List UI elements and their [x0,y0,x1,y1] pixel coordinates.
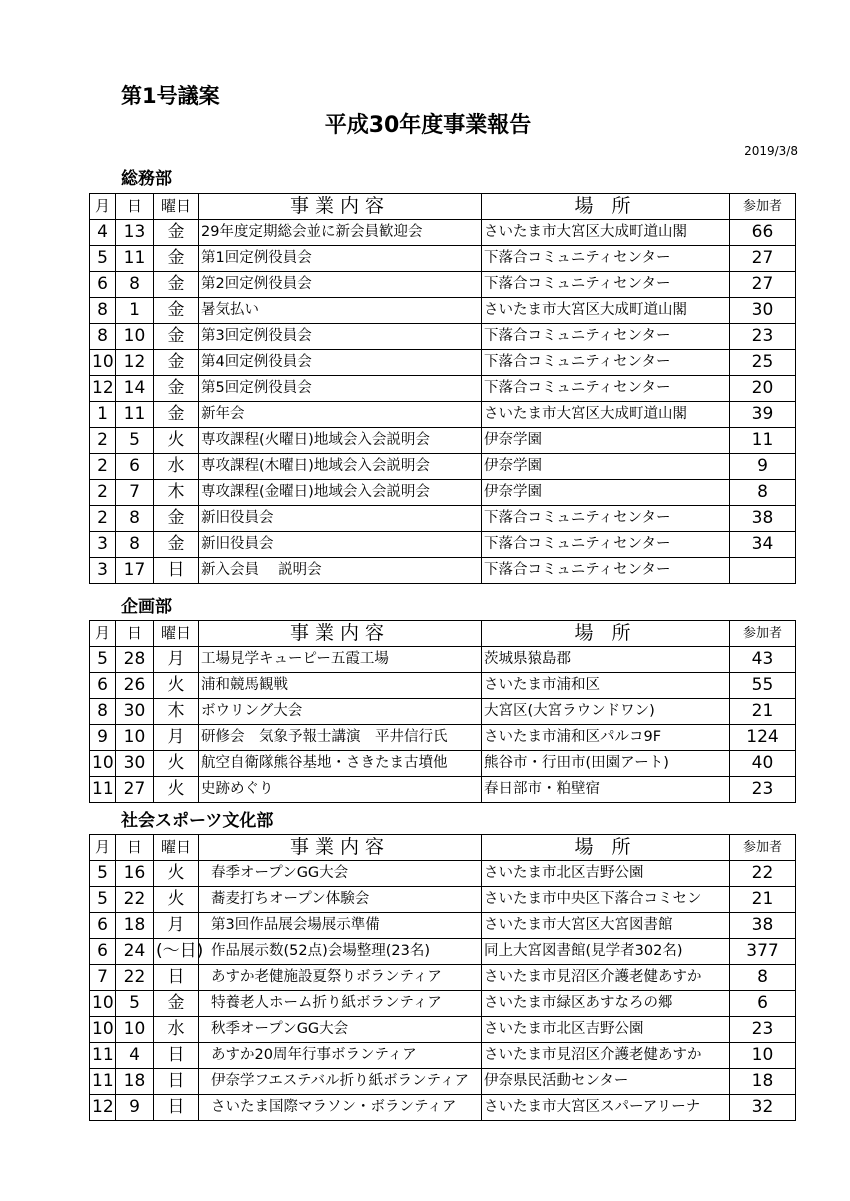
weekday-cell: 火 [154,673,199,699]
month-cell: 2 [90,428,116,454]
month-cell: 4 [90,220,116,246]
month-cell: 6 [90,272,116,298]
day-cell: 11 [116,246,154,272]
month-cell: 12 [90,376,116,402]
weekday-cell: 火 [154,861,199,887]
table-row [90,324,796,350]
weekday-cell: 火 [154,751,199,777]
content-cell: 暑気払い [199,298,482,324]
col-content: 事業内容 [199,835,482,861]
weekday-cell: 金 [154,246,199,272]
table-row [90,298,796,324]
section-heading-planning: 企画部 [121,597,172,617]
content-cell: 29年度定期総会並に新会員歓迎会 [199,220,482,246]
col-place: 場 所 [482,621,730,647]
attendees-cell: 39 [730,402,796,428]
day-cell: 5 [116,991,154,1017]
table-row [90,777,796,803]
day-cell: 18 [116,1069,154,1095]
col-month: 月 [90,621,116,647]
content-cell: 第1回定例役員会 [199,246,482,272]
month-cell: 11 [90,1069,116,1095]
place-cell: さいたま市見沼区介護老健あすか [482,1043,730,1069]
table-row [90,272,796,298]
place-cell: 大宮区(大宮ラウンドワン) [482,699,730,725]
col-weekday: 曜日 [154,835,199,861]
weekday-cell: 日 [154,1043,199,1069]
month-cell: 7 [90,965,116,991]
day-cell: 30 [116,751,154,777]
weekday-cell: (～日) [154,939,199,965]
month-cell: 2 [90,480,116,506]
month-cell: 6 [90,913,116,939]
table-header-row [90,194,796,220]
table-row [90,965,796,991]
table-row [90,861,796,887]
content-cell: 新年会 [199,402,482,428]
content-cell: 専攻課程(金曜日)地域会入会説明会 [199,480,482,506]
attendees-cell: 6 [730,991,796,1017]
place-cell: さいたま市大宮区大宮図書館 [482,913,730,939]
col-content: 事業内容 [199,194,482,220]
place-cell: 下落合コミュニティセンター [482,506,730,532]
table-row [90,532,796,558]
weekday-cell: 金 [154,220,199,246]
table-row [90,673,796,699]
col-day: 日 [116,194,154,220]
col-attendees: 参加者 [730,194,796,220]
month-cell: 11 [90,1043,116,1069]
attendees-cell: 8 [730,965,796,991]
weekday-cell: 金 [154,376,199,402]
day-cell: 7 [116,480,154,506]
day-cell: 28 [116,647,154,673]
place-cell: さいたま市大宮区大成町道山閣 [482,402,730,428]
col-place: 場 所 [482,835,730,861]
content-cell: 工場見学キューピー五霞工場 [199,647,482,673]
month-cell: 2 [90,454,116,480]
weekday-cell: 金 [154,350,199,376]
content-cell: 専攻課程(火曜日)地域会入会説明会 [199,428,482,454]
content-cell: 浦和競馬観戦 [199,673,482,699]
content-cell: ボウリング大会 [199,699,482,725]
attendees-cell: 21 [730,699,796,725]
table-row [90,558,796,584]
month-cell: 6 [90,673,116,699]
weekday-cell: 日 [154,558,199,584]
place-cell: 下落合コミュニティセンター [482,246,730,272]
attendees-cell: 27 [730,272,796,298]
month-cell: 3 [90,532,116,558]
weekday-cell: 金 [154,402,199,428]
attendees-cell: 25 [730,350,796,376]
table-row [90,1069,796,1095]
col-attendees: 参加者 [730,621,796,647]
content-cell: 新入会員 説明会 [199,558,482,584]
weekday-cell: 日 [154,1095,199,1121]
attendees-cell: 124 [730,725,796,751]
report-date: 2019/3/8 [744,144,798,158]
attendees-cell: 38 [730,913,796,939]
place-cell: 下落合コミュニティセンター [482,272,730,298]
place-cell: 伊奈学園 [482,454,730,480]
day-cell: 18 [116,913,154,939]
table-row [90,991,796,1017]
month-cell: 10 [90,1017,116,1043]
table-row [90,1043,796,1069]
attendees-cell: 11 [730,428,796,454]
day-cell: 6 [116,454,154,480]
col-month: 月 [90,194,116,220]
table-row [90,246,796,272]
weekday-cell: 水 [154,1017,199,1043]
content-cell: 専攻課程(木曜日)地域会入会説明会 [199,454,482,480]
day-cell: 11 [116,402,154,428]
month-cell: 5 [90,246,116,272]
day-cell: 1 [116,298,154,324]
table-row [90,480,796,506]
attendees-cell: 32 [730,1095,796,1121]
month-cell: 10 [90,350,116,376]
col-attendees: 参加者 [730,835,796,861]
weekday-cell: 金 [154,506,199,532]
weekday-cell: 金 [154,991,199,1017]
weekday-cell: 月 [154,647,199,673]
day-cell: 5 [116,428,154,454]
content-cell: 秋季オープンGG大会 [199,1017,482,1043]
col-day: 日 [116,621,154,647]
table-row [90,647,796,673]
attendees-cell: 55 [730,673,796,699]
attendees-cell: 38 [730,506,796,532]
table-row [90,1095,796,1121]
weekday-cell: 金 [154,298,199,324]
day-cell: 8 [116,532,154,558]
content-cell: あすか老健施設夏祭りボランティア [199,965,482,991]
content-cell: 研修会 気象予報士講演 平井信行氏 [199,725,482,751]
col-content: 事業内容 [199,621,482,647]
place-cell: さいたま市緑区あすなろの郷 [482,991,730,1017]
content-cell: 第5回定例役員会 [199,376,482,402]
attendees-cell: 30 [730,298,796,324]
weekday-cell: 火 [154,777,199,803]
place-cell: さいたま市浦和区 [482,673,730,699]
month-cell: 8 [90,324,116,350]
attendees-cell: 66 [730,220,796,246]
month-cell: 5 [90,861,116,887]
content-cell: 第3回作品展会場展示準備 [199,913,482,939]
place-cell: さいたま市大宮区スパーアリーナ [482,1095,730,1121]
weekday-cell: 日 [154,965,199,991]
report-title: 平成30年度事業報告 [324,113,532,138]
table-row [90,454,796,480]
planning-table [89,620,796,803]
attendees-cell: 21 [730,887,796,913]
section-heading-social-sports-culture: 社会スポーツ文化部 [121,811,274,831]
attendees-cell: 10 [730,1043,796,1069]
weekday-cell: 金 [154,324,199,350]
place-cell: さいたま市北区吉野公園 [482,861,730,887]
content-cell: 第2回定例役員会 [199,272,482,298]
social-sports-culture-table [89,834,796,1121]
day-cell: 17 [116,558,154,584]
weekday-cell: 木 [154,699,199,725]
table-row [90,506,796,532]
place-cell: 春日部市・粕壁宿 [482,777,730,803]
agenda-label: 第1号議案 [121,84,220,108]
day-cell: 12 [116,350,154,376]
place-cell: 伊奈学園 [482,428,730,454]
place-cell: 伊奈学園 [482,480,730,506]
table-header-row [90,621,796,647]
day-cell: 13 [116,220,154,246]
day-cell: 22 [116,887,154,913]
month-cell: 10 [90,751,116,777]
place-cell: 同上大宮図書館(見学者302名) [482,939,730,965]
month-cell: 8 [90,699,116,725]
table-row [90,887,796,913]
attendees-cell [730,558,796,584]
table-row [90,913,796,939]
attendees-cell: 22 [730,861,796,887]
month-cell: 8 [90,298,116,324]
content-cell: 蕎麦打ちオープン体験会 [199,887,482,913]
day-cell: 10 [116,324,154,350]
day-cell: 16 [116,861,154,887]
place-cell: 伊奈県民活動センター [482,1069,730,1095]
place-cell: 熊谷市・行田市(田園アート) [482,751,730,777]
day-cell: 27 [116,777,154,803]
table-row [90,699,796,725]
weekday-cell: 月 [154,725,199,751]
content-cell: 特養老人ホーム折り紙ボランティア [199,991,482,1017]
weekday-cell: 火 [154,428,199,454]
table-row [90,402,796,428]
day-cell: 4 [116,1043,154,1069]
place-cell: 下落合コミュニティセンター [482,558,730,584]
place-cell: 下落合コミュニティセンター [482,376,730,402]
place-cell: 下落合コミュニティセンター [482,350,730,376]
place-cell: さいたま市見沼区介護老健あすか [482,965,730,991]
day-cell: 9 [116,1095,154,1121]
content-cell: 史跡めぐり [199,777,482,803]
weekday-cell: 水 [154,454,199,480]
attendees-cell: 18 [730,1069,796,1095]
table-row [90,350,796,376]
day-cell: 24 [116,939,154,965]
general-affairs-table [89,193,796,584]
content-cell: 第4回定例役員会 [199,350,482,376]
col-month: 月 [90,835,116,861]
col-weekday: 曜日 [154,194,199,220]
month-cell: 5 [90,647,116,673]
table-row [90,751,796,777]
day-cell: 26 [116,673,154,699]
day-cell: 22 [116,965,154,991]
content-cell: 伊奈学フエステバル折り紙ボランティア [199,1069,482,1095]
table-row [90,1017,796,1043]
table-row [90,376,796,402]
day-cell: 8 [116,506,154,532]
attendees-cell: 377 [730,939,796,965]
day-cell: 8 [116,272,154,298]
col-place: 場 所 [482,194,730,220]
content-cell: さいたま国際マラソン・ボランティア [199,1095,482,1121]
month-cell: 10 [90,991,116,1017]
day-cell: 30 [116,699,154,725]
month-cell: 1 [90,402,116,428]
attendees-cell: 23 [730,777,796,803]
attendees-cell: 8 [730,480,796,506]
attendees-cell: 9 [730,454,796,480]
place-cell: さいたま市中央区下落合コミセン [482,887,730,913]
place-cell: 茨城県猿島郡 [482,647,730,673]
day-cell: 10 [116,1017,154,1043]
table-row [90,725,796,751]
month-cell: 3 [90,558,116,584]
month-cell: 2 [90,506,116,532]
weekday-cell: 火 [154,887,199,913]
weekday-cell: 金 [154,532,199,558]
content-cell: 航空自衛隊熊谷基地・さきたま古墳他 [199,751,482,777]
month-cell: 12 [90,1095,116,1121]
table-row [90,428,796,454]
attendees-cell: 34 [730,532,796,558]
month-cell: 5 [90,887,116,913]
weekday-cell: 月 [154,913,199,939]
col-weekday: 曜日 [154,621,199,647]
weekday-cell: 金 [154,272,199,298]
content-cell: あすか20周年行事ボランティア [199,1043,482,1069]
place-cell: さいたま市北区吉野公園 [482,1017,730,1043]
section-heading-general-affairs: 総務部 [121,169,172,189]
content-cell: 作品展示数(52点)会場整理(23名) [199,939,482,965]
place-cell: さいたま市浦和区パルコ9F [482,725,730,751]
place-cell: 下落合コミュニティセンター [482,324,730,350]
day-cell: 10 [116,725,154,751]
attendees-cell: 23 [730,1017,796,1043]
month-cell: 9 [90,725,116,751]
table-header-row [90,835,796,861]
place-cell: さいたま市大宮区大成町道山閣 [482,220,730,246]
content-cell: 新旧役員会 [199,506,482,532]
table-row [90,220,796,246]
day-cell: 14 [116,376,154,402]
table-row [90,939,796,965]
attendees-cell: 40 [730,751,796,777]
attendees-cell: 20 [730,376,796,402]
content-cell: 春季オープンGG大会 [199,861,482,887]
month-cell: 11 [90,777,116,803]
month-cell: 6 [90,939,116,965]
content-cell: 新旧役員会 [199,532,482,558]
weekday-cell: 日 [154,1069,199,1095]
attendees-cell: 43 [730,647,796,673]
col-day: 日 [116,835,154,861]
content-cell: 第3回定例役員会 [199,324,482,350]
place-cell: さいたま市大宮区大成町道山閣 [482,298,730,324]
attendees-cell: 23 [730,324,796,350]
attendees-cell: 27 [730,246,796,272]
weekday-cell: 木 [154,480,199,506]
place-cell: 下落合コミュニティセンター [482,532,730,558]
